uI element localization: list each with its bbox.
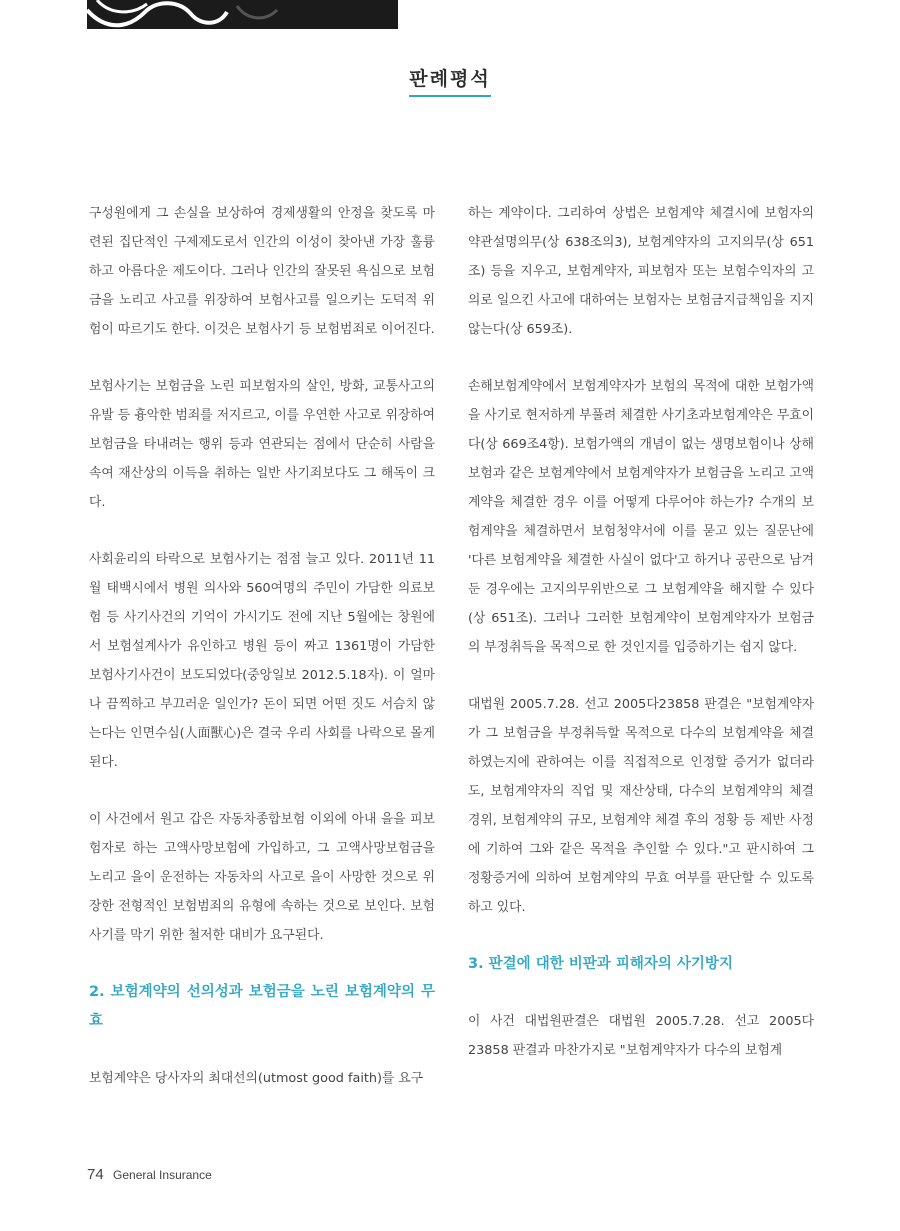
body-paragraph: 손해보험계약에서 보험계약자가 보험의 목적에 대한 보험가액을 사기로 현저하게 부풀려 체결한 사기초과보험계약은 무효이다(상 669조4항). 보험가액의 개념이 없는 생명보험이나 상해보험과 같은 보험계약에서 보험계약자가 보험금을 노리고 고액계약을 체결한 경우 이를 어떻게 다루어야 하는가? 수개의 보험계약을 체결하면서 보험청약서에 이를 묻고 있는 질문난에 '다른 보험계약을 체결한 사실이 없다'고 하거나 공란으로 남겨둔 경우에는 고지의무위반으로 그 보험계약을 해지할 수 있다(상 651조). 그러나 그러한 보험계약이 보험계약자가 보험금의 부정취득을 목적으로 한 것인지를 입증하기는 쉽지 않다. <box>468 379 814 655</box>
page-number: 74 <box>87 1166 104 1183</box>
section-heading: 3. 판결에 대한 비판과 피해자의 사기방지 <box>468 956 733 972</box>
left-column <box>89 199 435 1121</box>
body-paragraph: 하는 계약이다. 그리하여 상법은 보험계약 체결시에 보험자의 약관설명의무(상 638조의3), 보험계약자의 고지의무(상 651조) 등을 지우고, 보험계약자, 피보험자 또는 보험수익자의 고의로 일으킨 사고에 대하여는 보험자는 보험금지급책임을 지지 않는다(상 659조). <box>468 206 814 337</box>
body-paragraph: 이 사건 대법원판결은 대법원 2005.7.28. 선고 2005다23858 판결과 마찬가지로 "보험계약자가 다수의 보험계 <box>468 1014 814 1058</box>
body-paragraph: 구성원에게 그 손실을 보상하여 경제생활의 안정을 찾도록 마련된 집단적인 구제제도로서 인간의 이성이 찾아낸 가장 훌륭하고 아름다운 제도이다. 그러나 인간의 잘못된 욕심으로 보험금을 노리고 사고를 위장하여 보험사고를 일으키는 도덕적 위험이 따르기도 한다. 이것은 보험사기 등 보험범죄로 이어진다. <box>89 206 435 337</box>
body-paragraph: 사회윤리의 타락으로 보험사기는 점점 늘고 있다. 2011년 11월 태백시에서 병원 의사와 560여명의 주민이 가담한 의료보험 등 사기사건의 기억이 가시기도 전에 지난 5월에는 창원에서 보험설계사가 유인하고 병원 등이 짜고 1361명이 가담한 보험사기사건이 보도되었다(중앙일보 2012.5.18자). 이 얼마나 끔찍하고 부끄러운 일인가? 돈이 되면 어떤 짓도 서슴치 않는다는 인면수심(人面獸心)은 결국 우리 사회를 나락으로 몰게 된다. <box>89 552 435 770</box>
ornament-pattern-icon <box>87 0 398 29</box>
body-paragraph: 보험사기는 보험금을 노린 피보험자의 살인, 방화, 교통사고의 유발 등 흉악한 범죄를 저지르고, 이를 우연한 사고로 위장하여 보험금을 타내려는 행위 등과 연관되는 점에서 단순히 사람을 속여 재산상의 이득을 취하는 일반 사기죄보다도 그 해독이 크다. <box>89 379 435 510</box>
body-paragraph: 보험계약은 당사자의 최대선의(utmost good faith)를 요구 <box>89 1071 424 1086</box>
right-column <box>468 199 814 1093</box>
body-paragraph: 이 사건에서 원고 갑은 자동차종합보험 이외에 아내 을을 피보험자로 하는 고액사망보험에 가입하고, 그 고액사망보험금을 노리고 을이 운전하는 자동차의 사고로 을이 사망한 것으로 위장한 전형적인 보험범죄의 유형에 속하는 것으로 보인다. 보험사기를 막기 위한 철저한 대비가 요구된다. <box>89 812 435 943</box>
section-heading: 2. 보험계약의 선의성과 보험금을 노린 보험계약의 무효 <box>89 984 435 1029</box>
page-footer <box>87 1166 212 1183</box>
section-title: 판례평석 <box>409 64 490 97</box>
header-decorative-bar <box>87 0 398 29</box>
section-title-container <box>0 64 900 97</box>
magazine-name: General Insurance <box>113 1168 212 1182</box>
body-paragraph: 대법원 2005.7.28. 선고 2005다23858 판결은 "보험계약자가 그 보험금을 부정취득할 목적으로 다수의 보험계약을 체결하였는지에 관하여는 이를 직접적으로 인정할 증거가 없더라도, 보험계약자의 직업 및 재산상태, 다수의 보험계약의 체결 경위, 보험계약의 규모, 보험계약 체결 후의 정황 등 제반 사정에 기하여 그와 같은 목적을 추인할 수 있다."고 판시하여 그 정황증거에 의하여 보험계약의 무효 여부를 판단할 수 있도록 하고 있다. <box>468 697 814 915</box>
